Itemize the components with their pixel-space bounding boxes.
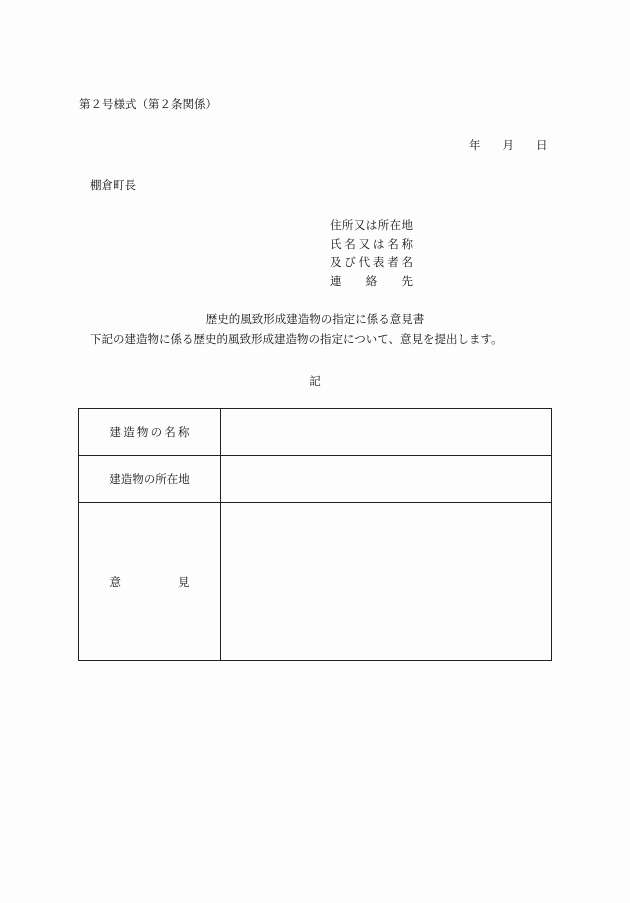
addressee: 棚倉町長 bbox=[90, 178, 136, 192]
building-name-field[interactable] bbox=[221, 409, 552, 456]
ki-heading: 記 bbox=[309, 374, 321, 388]
table-row bbox=[79, 409, 552, 456]
form-table bbox=[78, 408, 552, 661]
applicant-block bbox=[330, 216, 413, 290]
date-line bbox=[469, 137, 548, 153]
building-location-field[interactable] bbox=[221, 456, 552, 503]
building-location-label: 建造物の所在地 bbox=[109, 472, 190, 486]
row-label-cell bbox=[79, 409, 221, 456]
name-label: 氏名又は名称 bbox=[330, 236, 413, 251]
date-month: 月 bbox=[502, 138, 514, 152]
row-label-cell bbox=[79, 456, 221, 503]
representative-label: 及び代表者名 bbox=[330, 255, 413, 269]
table-row bbox=[79, 503, 552, 661]
address-label: 住所又は所在地 bbox=[330, 218, 413, 232]
form-number: 第２号様式（第２条関係） bbox=[79, 97, 217, 111]
row-label-cell bbox=[79, 503, 221, 661]
document-body: 下記の建造物に係る歴史的風致形成建造物の指定について、意見を提出します。 bbox=[90, 332, 503, 346]
date-day: 日 bbox=[536, 138, 548, 152]
table-row bbox=[79, 456, 552, 503]
opinion-label: 意見 bbox=[109, 574, 190, 589]
building-name-label: 建造物の名称 bbox=[109, 425, 190, 439]
contact-label: 連絡先 bbox=[330, 273, 413, 288]
date-year: 年 bbox=[469, 138, 481, 152]
opinion-field[interactable] bbox=[221, 503, 552, 661]
document-title: 歴史的風致形成建造物の指定に係る意見書 bbox=[205, 312, 425, 326]
